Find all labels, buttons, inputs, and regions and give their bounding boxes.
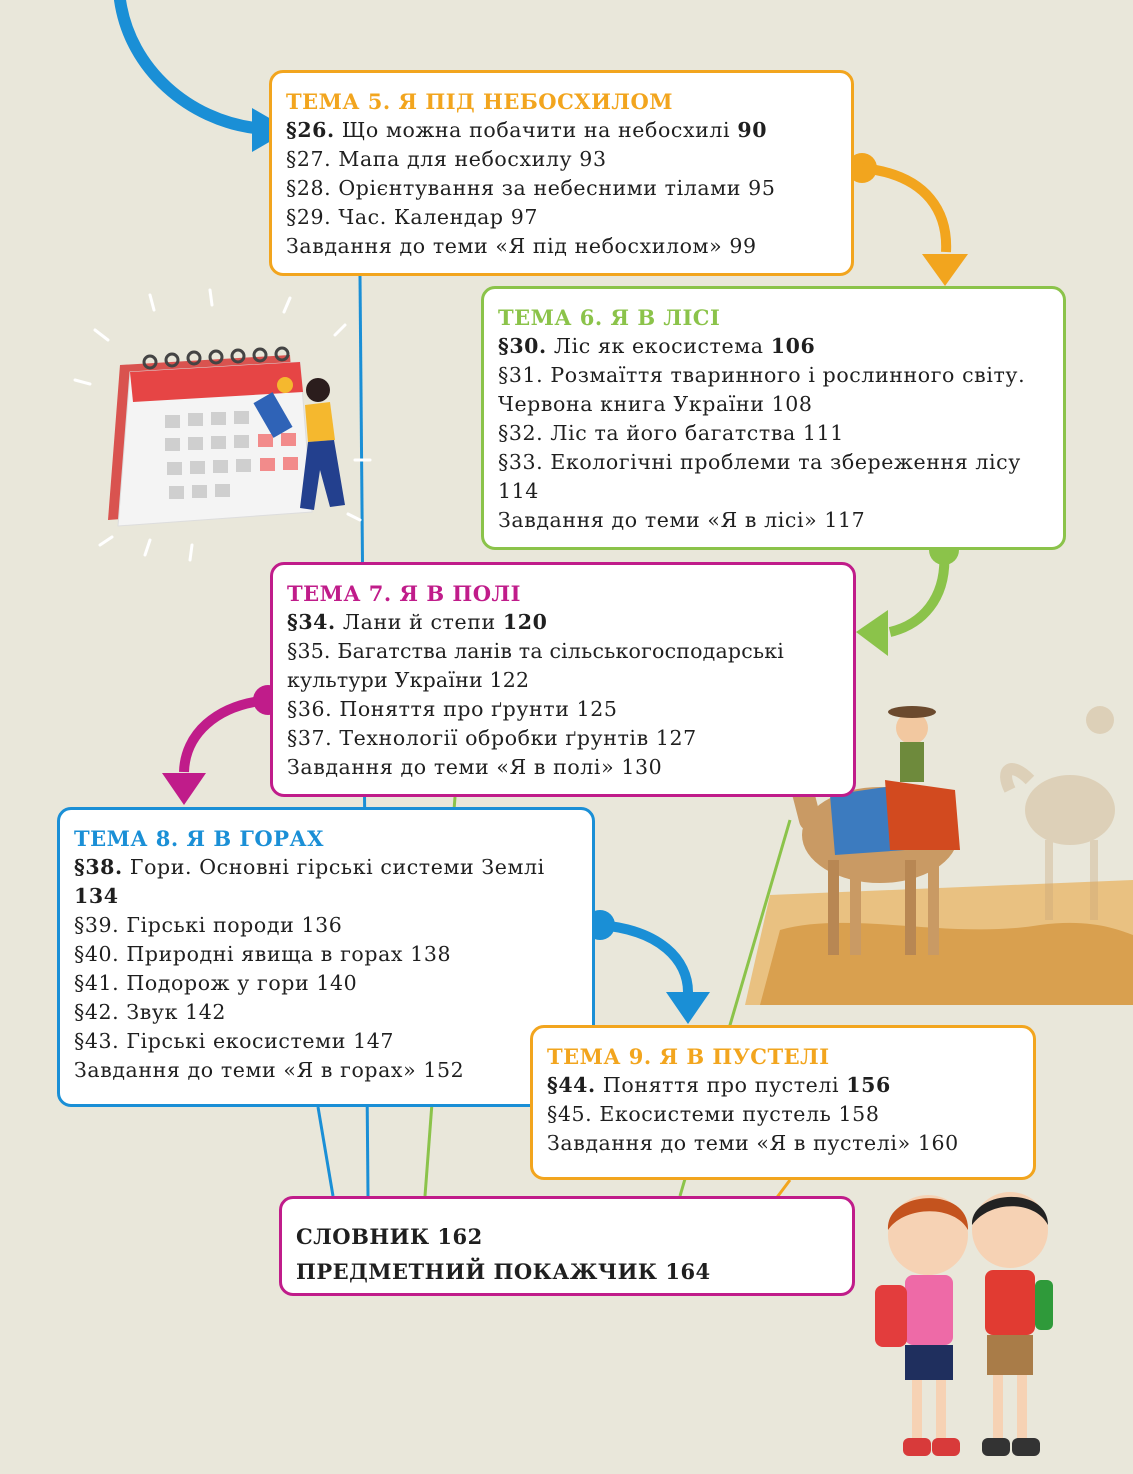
entry-text: Гірські екосистеми <box>126 1029 346 1053</box>
toc-entry[interactable] <box>287 724 839 753</box>
topic-title: ТЕМА 9. Я В ПУСТЕЛІ <box>547 1044 830 1069</box>
toc-entry[interactable] <box>498 361 1049 419</box>
page-number: 90 <box>737 118 768 142</box>
toc-entry[interactable] <box>547 1071 1019 1100</box>
entry-text: Подорож у гори <box>126 971 310 995</box>
entry-text: Завдання до теми «Я в пустелі» <box>547 1131 911 1155</box>
toc-entry-tasks[interactable] <box>74 1056 578 1085</box>
section-number: §36. <box>287 697 333 721</box>
toc-entry[interactable] <box>74 911 578 940</box>
page-number: 160 <box>917 1131 959 1155</box>
page-number: 134 <box>74 884 119 908</box>
page-number: 99 <box>729 234 757 258</box>
toc-entry[interactable] <box>498 332 1049 361</box>
section-number: §37. <box>287 726 333 750</box>
entry-text: Багатства ланів та сільськогосподарські культури України <box>287 639 785 692</box>
entry-text: Поняття про ґрунти <box>339 697 570 721</box>
toc-entry[interactable] <box>74 969 578 998</box>
arrow-to-topic5-icon <box>120 0 290 152</box>
entry-text: Розмаїття тваринного і рослинного світу. Червона книга України <box>498 363 1026 416</box>
entry-text: Завдання до теми «Я в горах» <box>74 1058 417 1082</box>
topic-5-box <box>269 70 854 276</box>
page-number: 156 <box>846 1073 891 1097</box>
page-number: 152 <box>423 1058 465 1082</box>
toc-entry[interactable] <box>286 174 837 203</box>
glossary-index-box <box>279 1196 855 1296</box>
topic-8-box <box>57 807 595 1107</box>
subject-index-link[interactable]: ПРЕДМЕТНИЙ ПОКАЖЧИК 164 <box>296 1259 711 1284</box>
toc-entry[interactable] <box>74 998 578 1027</box>
section-number: §33. <box>498 450 544 474</box>
toc-entry[interactable] <box>498 419 1049 448</box>
section-number: §30. <box>498 334 547 358</box>
page-number: 127 <box>655 726 697 750</box>
section-number: §43. <box>74 1029 120 1053</box>
toc-entry[interactable] <box>547 1100 1019 1129</box>
topic-7-box <box>270 562 856 797</box>
toc-entry[interactable] <box>286 203 837 232</box>
toc-entry[interactable] <box>498 448 1049 506</box>
page-number: 120 <box>502 610 548 634</box>
toc-entry[interactable] <box>74 940 578 969</box>
page-number: 130 <box>621 755 663 779</box>
toc-entry[interactable] <box>287 608 839 637</box>
entry-text: Звук <box>126 1000 178 1024</box>
entry-text: Гірські породи <box>126 913 295 937</box>
entry-text: Гори. Основні гірські системи Землі <box>129 855 545 879</box>
page-number: 136 <box>301 913 343 937</box>
entry-text: Завдання до теми «Я під небосхилом» <box>286 234 723 258</box>
section-number: §29. <box>286 205 332 229</box>
section-number: §34. <box>287 610 336 634</box>
entry-text: Екосистеми пустель <box>599 1102 832 1126</box>
page-number: 111 <box>802 421 844 445</box>
toc-entry[interactable] <box>286 116 837 145</box>
page-number: 147 <box>353 1029 395 1053</box>
entry-text: Час. Календар <box>338 205 504 229</box>
toc-entry[interactable] <box>74 853 578 911</box>
section-number: §32. <box>498 421 544 445</box>
toc-entry[interactable] <box>286 145 837 174</box>
section-number: §39. <box>74 913 120 937</box>
section-number: §42. <box>74 1000 120 1024</box>
toc-entry[interactable] <box>287 637 839 695</box>
arrow-to-topic9-icon <box>585 910 710 1024</box>
section-number: §38. <box>74 855 123 879</box>
section-number: §26. <box>286 118 335 142</box>
entry-text: Ліс та його багатства <box>550 421 796 445</box>
entry-text: Екологічні проблеми та збереження лісу <box>550 450 1021 474</box>
page-number: 138 <box>410 942 452 966</box>
toc-entry-tasks[interactable] <box>498 506 1049 535</box>
section-number: §31. <box>498 363 544 387</box>
topic-6-box <box>481 286 1066 550</box>
page-number: 106 <box>770 334 816 358</box>
toc-entry-tasks[interactable] <box>287 753 839 782</box>
page-number: 95 <box>748 176 776 200</box>
topic-title: ТЕМА 7. Я В ПОЛІ <box>287 581 521 606</box>
arrow-to-topic6-icon <box>847 153 968 286</box>
topic-title: ТЕМА 5. Я ПІД НЕБОСХИЛОМ <box>286 89 674 114</box>
topic-9-box <box>530 1025 1036 1180</box>
section-number: §28. <box>286 176 332 200</box>
entry-text: Орієнтування за небесними тілами <box>338 176 742 200</box>
entry-text: Мапа для небосхилу <box>338 147 573 171</box>
page-number: 117 <box>824 508 866 532</box>
entry-text: Що можна побачити на небосхилі <box>341 118 731 142</box>
entry-text: Технології обробки ґрунтів <box>339 726 649 750</box>
section-number: §40. <box>74 942 120 966</box>
glossary-link[interactable]: СЛОВНИК 162 <box>296 1224 483 1249</box>
section-number: §35. <box>287 639 331 663</box>
toc-entry[interactable] <box>74 1027 578 1056</box>
page-number: 114 <box>498 479 539 503</box>
section-number: §45. <box>547 1102 593 1126</box>
arrow-to-topic7-icon <box>856 535 959 656</box>
toc-entry-tasks[interactable] <box>286 232 837 261</box>
page-number: 97 <box>510 205 539 229</box>
page-number: 140 <box>316 971 358 995</box>
topic-title: ТЕМА 8. Я В ГОРАХ <box>74 826 324 851</box>
entry-text: Лани й степи <box>342 610 496 634</box>
section-number: §41. <box>74 971 120 995</box>
page-number: 158 <box>838 1102 880 1126</box>
toc-entry-tasks[interactable] <box>547 1129 1019 1158</box>
topic-title: ТЕМА 6. Я В ЛІСІ <box>498 305 721 330</box>
toc-entry[interactable] <box>287 695 839 724</box>
page-number: 108 <box>771 392 813 416</box>
entry-text: Поняття про пустелі <box>602 1073 840 1097</box>
entry-text: Ліс як екосистема <box>553 334 764 358</box>
section-number: §44. <box>547 1073 596 1097</box>
page-number: 93 <box>579 147 607 171</box>
calendar-illustration <box>75 290 370 560</box>
page-number: 125 <box>576 697 618 721</box>
children-illustration <box>875 1192 1053 1456</box>
entry-text: Завдання до теми «Я в полі» <box>287 755 615 779</box>
arrow-to-topic8-icon <box>162 685 283 805</box>
section-number: §27. <box>286 147 332 171</box>
entry-text: Природні явища в горах <box>126 942 404 966</box>
page-number: 122 <box>489 668 530 692</box>
page-number: 142 <box>185 1000 227 1024</box>
entry-text: Завдання до теми «Я в лісі» <box>498 508 818 532</box>
